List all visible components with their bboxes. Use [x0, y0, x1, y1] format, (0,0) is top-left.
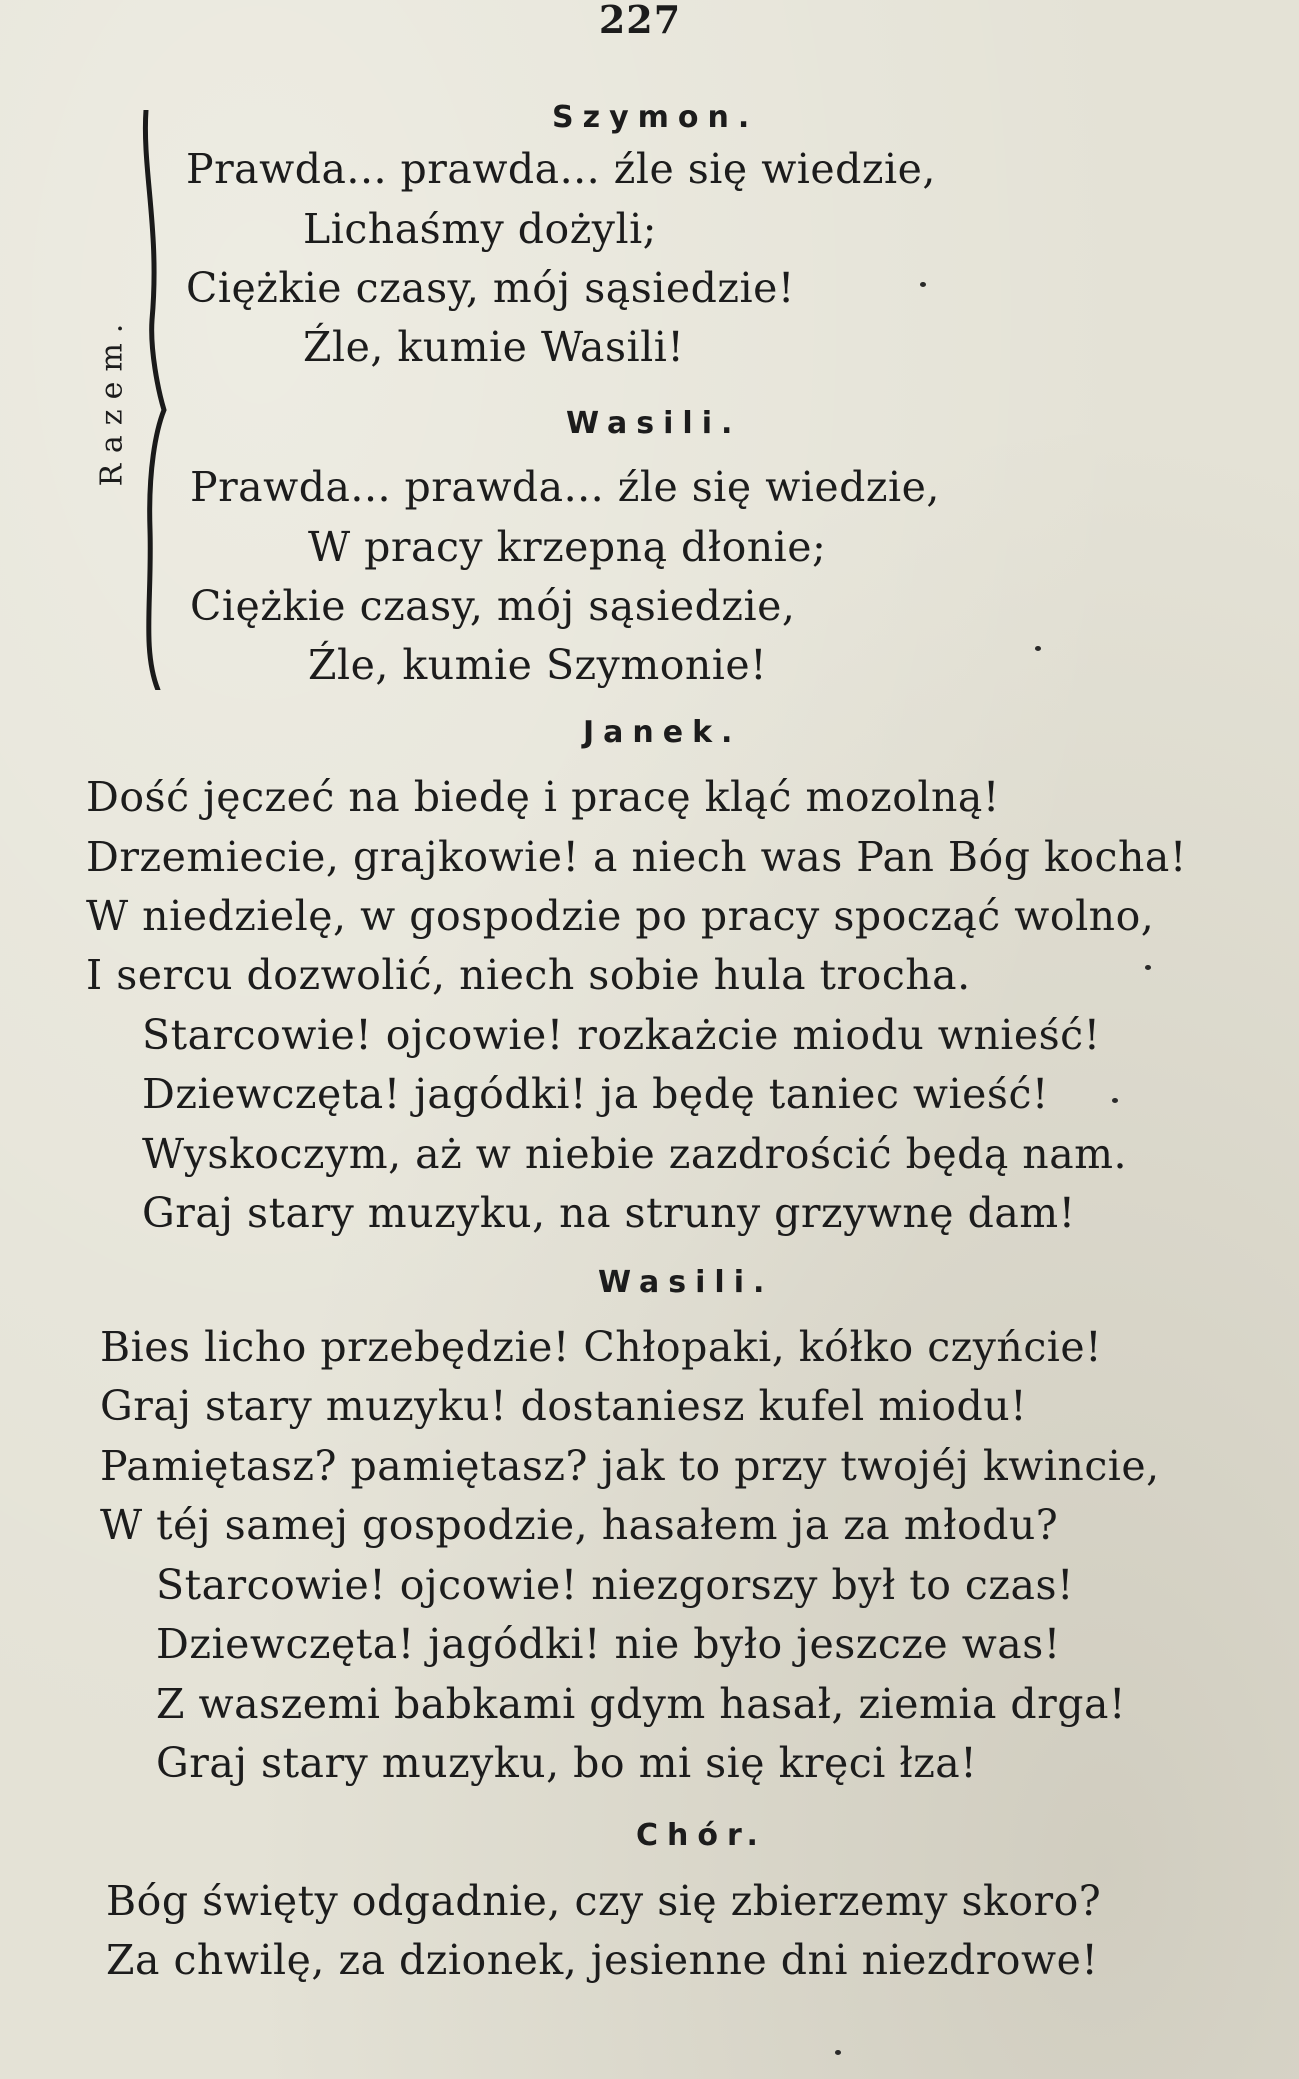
verse-line: W téj samej gospodzie, hasałem ja za młodu? — [100, 1501, 1059, 1549]
verse-line: Prawda... prawda... źle się wiedzie, — [190, 463, 940, 511]
print-speck — [920, 282, 926, 287]
verse-line: Prawda... prawda... źle się wiedzie, — [186, 145, 936, 193]
verse-line: Z waszemi babkami gdym hasał, ziemia drga! — [156, 1680, 1126, 1728]
verse-line: Starcowie! ojcowie! rozkażcie miodu wnieść! — [142, 1011, 1101, 1059]
verse-line: Starcowie! ojcowie! niezgorszy był to czas! — [156, 1561, 1074, 1609]
razem-bracket — [138, 110, 168, 690]
verse-line: I sercu dozwolić, niech sobie hula trocha. — [86, 951, 971, 999]
speaker-janek: Janek. — [583, 715, 742, 750]
verse-line: Ciężkie czasy, mój sąsiedzie! — [186, 264, 795, 312]
speaker-wasili: Wasili. — [566, 406, 742, 441]
verse-line: Graj stary muzyku! dostaniesz kufel miodu! — [100, 1382, 1028, 1430]
verse-line: Dziewczęta! jagódki! ja będę taniec wieść! — [142, 1070, 1049, 1118]
verse-line: Wyskoczym, aż w niebie zazdrościć będą nam. — [142, 1130, 1128, 1178]
print-speck — [1112, 1098, 1118, 1103]
verse-line: Ciężkie czasy, mój sąsiedzie, — [190, 582, 796, 630]
verse-line: W pracy krzepną dłonie; — [308, 523, 827, 571]
print-speck — [835, 2050, 841, 2055]
verse-line: Graj stary muzyku, bo mi się kręci łza! — [156, 1739, 978, 1787]
verse-line: Źle, kumie Wasili! — [303, 323, 685, 371]
verse-line: Graj stary muzyku, na struny grzywnę dam! — [142, 1189, 1076, 1237]
print-speck — [1035, 646, 1041, 651]
razem-label: Razem. — [94, 313, 130, 487]
print-speck — [1145, 965, 1151, 970]
speaker-wasili-2: Wasili. — [598, 1265, 774, 1300]
verse-line: Dość jęczeć na biedę i pracę kląć mozolną! — [86, 773, 1000, 821]
verse-line: Za chwilę, za dzionek, jesienne dni niezdrowe! — [106, 1936, 1099, 1984]
verse-line: Bóg święty odgadnie, czy się zbierzemy skoro? — [106, 1877, 1102, 1925]
verse-line: Źle, kumie Szymonie! — [308, 641, 768, 689]
verse-line: Bies licho przebędzie! Chłopaki, kółko czyńcie! — [100, 1323, 1103, 1371]
speaker-chor: Chór. — [636, 1818, 767, 1853]
verse-line: Lichaśmy dożyli; — [303, 205, 657, 253]
verse-line: Pamiętasz? pamiętasz? jak to przy twojéj kwincie, — [100, 1442, 1160, 1490]
verse-line: Dziewczęta! jagódki! nie było jeszcze was! — [156, 1620, 1061, 1668]
verse-line: Drzemiecie, grajkowie! a niech was Pan Bóg kocha! — [86, 833, 1187, 881]
page-number: 227 — [598, 0, 682, 42]
verse-line: W niedzielę, w gospodzie po pracy spocząć wolno, — [86, 892, 1155, 940]
speaker-szymon: Szymon. — [552, 100, 759, 135]
